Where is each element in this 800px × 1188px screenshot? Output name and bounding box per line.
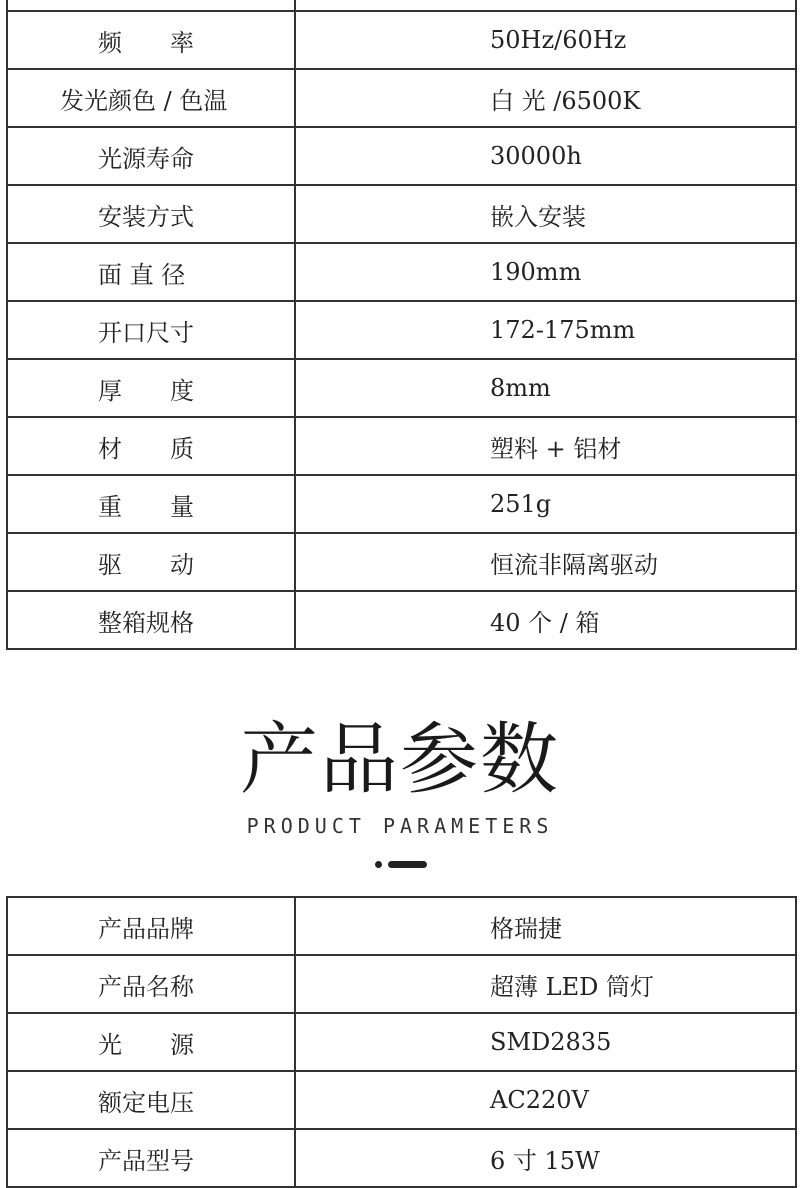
spec-value: 190mm	[295, 243, 796, 301]
spec-label: 产品型号	[7, 1129, 295, 1187]
spec-label: 开口尺寸	[7, 301, 295, 359]
spec-value: 172-175mm	[295, 301, 796, 359]
spec-label: 厚 度	[7, 359, 295, 417]
spec-label: 频 率	[7, 11, 295, 69]
table-row	[7, 243, 796, 301]
spec-value: 塑料 + 铝材	[295, 417, 796, 475]
spec-value: 40 个 / 箱	[295, 591, 796, 649]
table-row	[7, 897, 796, 955]
spec-label: 安装方式	[7, 185, 295, 243]
spec-value	[295, 0, 796, 11]
spec-label: 光源寿命	[7, 127, 295, 185]
table-row	[7, 1013, 796, 1071]
table-row	[7, 301, 796, 359]
table-row	[7, 1129, 796, 1187]
spec-label: 面 直 径	[7, 243, 295, 301]
divider-bar	[388, 861, 427, 868]
spec-value: AC220V	[295, 1071, 796, 1129]
table-row	[7, 185, 796, 243]
table-row	[7, 359, 796, 417]
spec-label	[7, 0, 295, 11]
spec-label: 产品名称	[7, 955, 295, 1013]
spec-label: 驱 动	[7, 533, 295, 591]
section-divider	[375, 861, 427, 868]
table-row	[7, 1071, 796, 1129]
spec-label: 材 质	[7, 417, 295, 475]
spec-value: SMD2835	[295, 1013, 796, 1071]
spec-label: 发光颜色 / 色温	[7, 69, 295, 127]
spec-label: 重 量	[7, 475, 295, 533]
spec-value: 白 光 /6500K	[295, 69, 796, 127]
spec-value: 6 寸 15W	[295, 1129, 796, 1187]
section-heading	[0, 712, 800, 838]
table-row	[7, 127, 796, 185]
spec-value: 超薄 LED 筒灯	[295, 955, 796, 1013]
spec-value: 251g	[295, 475, 796, 533]
section-subtitle: PRODUCT PARAMETERS	[246, 814, 554, 838]
spec-label: 光 源	[7, 1013, 295, 1071]
spec-value: 8mm	[295, 359, 796, 417]
table-row	[7, 591, 796, 649]
spec-value: 30000h	[295, 127, 796, 185]
spec-table-bottom	[6, 896, 797, 1188]
spec-label: 产品品牌	[7, 897, 295, 955]
spec-table-top	[6, 0, 797, 650]
table-row	[7, 955, 796, 1013]
table-row	[7, 533, 796, 591]
spec-value: 50Hz/60Hz	[295, 11, 796, 69]
spec-value: 嵌入安装	[295, 185, 796, 243]
table-row	[7, 475, 796, 533]
section-title: 产品参数	[239, 715, 560, 805]
divider-dot	[375, 861, 382, 868]
spec-value: 格瑞捷	[295, 897, 796, 955]
table-row	[7, 0, 796, 11]
table-row	[7, 11, 796, 69]
table-row	[7, 69, 796, 127]
spec-value: 恒流非隔离驱动	[295, 533, 796, 591]
spec-label: 额定电压	[7, 1071, 295, 1129]
spec-label: 整箱规格	[7, 591, 295, 649]
table-row	[7, 417, 796, 475]
